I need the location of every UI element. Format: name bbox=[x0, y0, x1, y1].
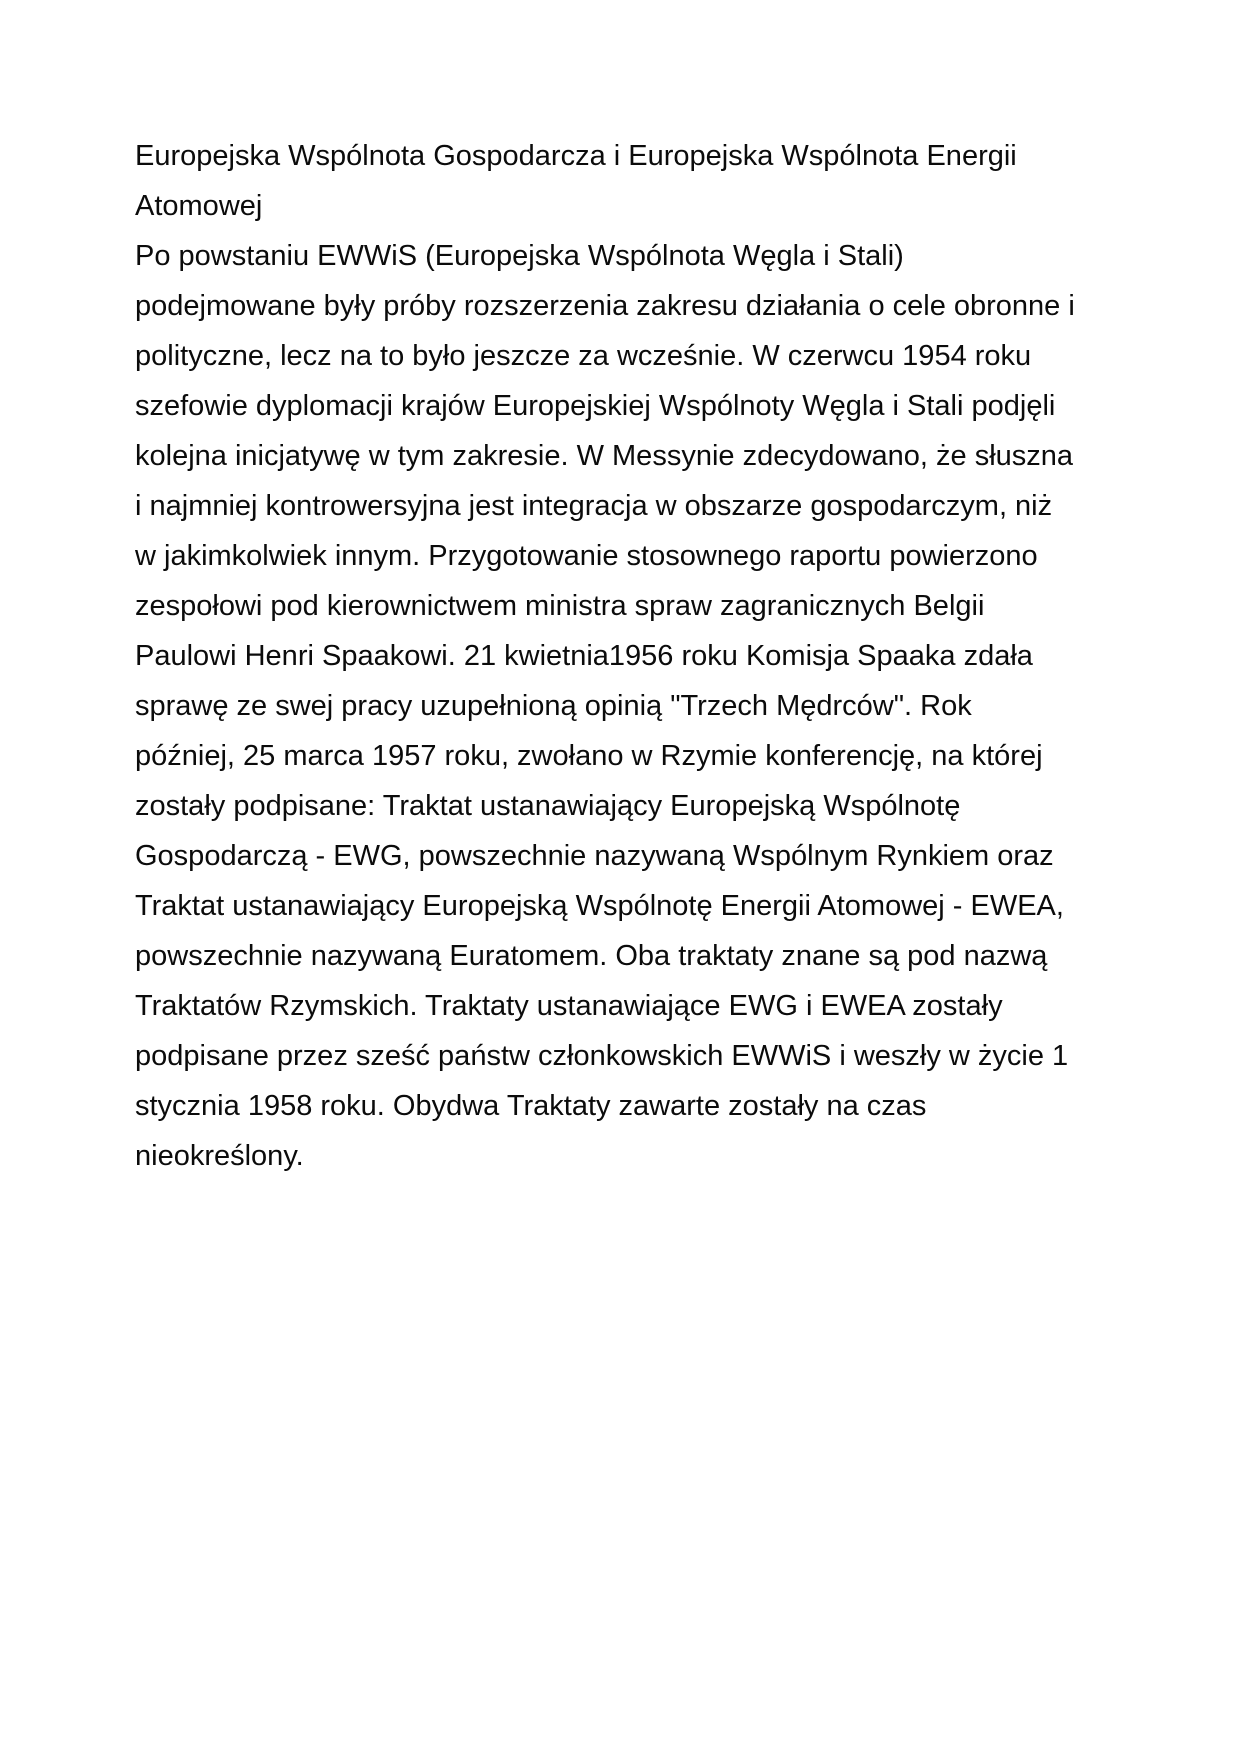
text-line: stycznia 1958 roku. Obydwa Traktaty zawarte zostały na czas bbox=[135, 1090, 927, 1122]
text-line: Paulowi Henri Spaakowi. 21 kwietnia1956 roku Komisja Spaaka zdała bbox=[135, 640, 1033, 672]
text-line: podpisane przez sześć państw członkowskich EWWiS i weszły w życie 1 bbox=[135, 1040, 1069, 1072]
text-line: Atomowej bbox=[135, 190, 263, 222]
text-line: w jakimkolwiek innym. Przygotowanie stosownego raportu powierzono bbox=[135, 540, 1038, 572]
text-line: Po powstaniu EWWiS (Europejska Wspólnota Węgla i Stali) bbox=[135, 240, 904, 272]
text-line: później, 25 marca 1957 roku, zwołano w Rzymie konferencję, na której bbox=[135, 740, 1043, 772]
text-line: kolejna inicjatywę w tym zakresie. W Messynie zdecydowano, że słuszna bbox=[135, 440, 1074, 472]
text-line: zespołowi pod kierownictwem ministra spraw zagranicznych Belgii bbox=[135, 590, 985, 622]
text-line: nieokreślony. bbox=[135, 1140, 304, 1172]
text-line: podejmowane były próby rozszerzenia zakresu działania o cele obronne i bbox=[135, 290, 1075, 322]
text-line: Gospodarczą - EWG, powszechnie nazywaną Wspólnym Rynkiem oraz bbox=[135, 840, 1054, 872]
text-line: Europejska Wspólnota Gospodarcza i Europejska Wspólnota Energii bbox=[135, 140, 1017, 172]
text-line: i najmniej kontrowersyjna jest integracja w obszarze gospodarczym, niż bbox=[135, 490, 1053, 522]
text-line: Traktatów Rzymskich. Traktaty ustanawiające EWG i EWEA zostały bbox=[135, 990, 1003, 1022]
document-text-block bbox=[135, 131, 1125, 1181]
text-line: powszechnie nazywaną Euratomem. Oba traktaty znane są pod nazwą bbox=[135, 940, 1048, 972]
text-line: zostały podpisane: Traktat ustanawiający Europejską Wspólnotę bbox=[135, 790, 961, 822]
text-line: sprawę ze swej pracy uzupełnioną opinią "Trzech Mędrców". Rok bbox=[135, 690, 972, 722]
text-line: Traktat ustanawiający Europejską Wspólnotę Energii Atomowej - EWEA, bbox=[135, 890, 1064, 922]
text-line: polityczne, lecz na to było jeszcze za wcześnie. W czerwcu 1954 roku bbox=[135, 340, 1032, 372]
text-line: szefowie dyplomacji krajów Europejskiej Wspólnoty Węgla i Stali podjęli bbox=[135, 390, 1056, 422]
